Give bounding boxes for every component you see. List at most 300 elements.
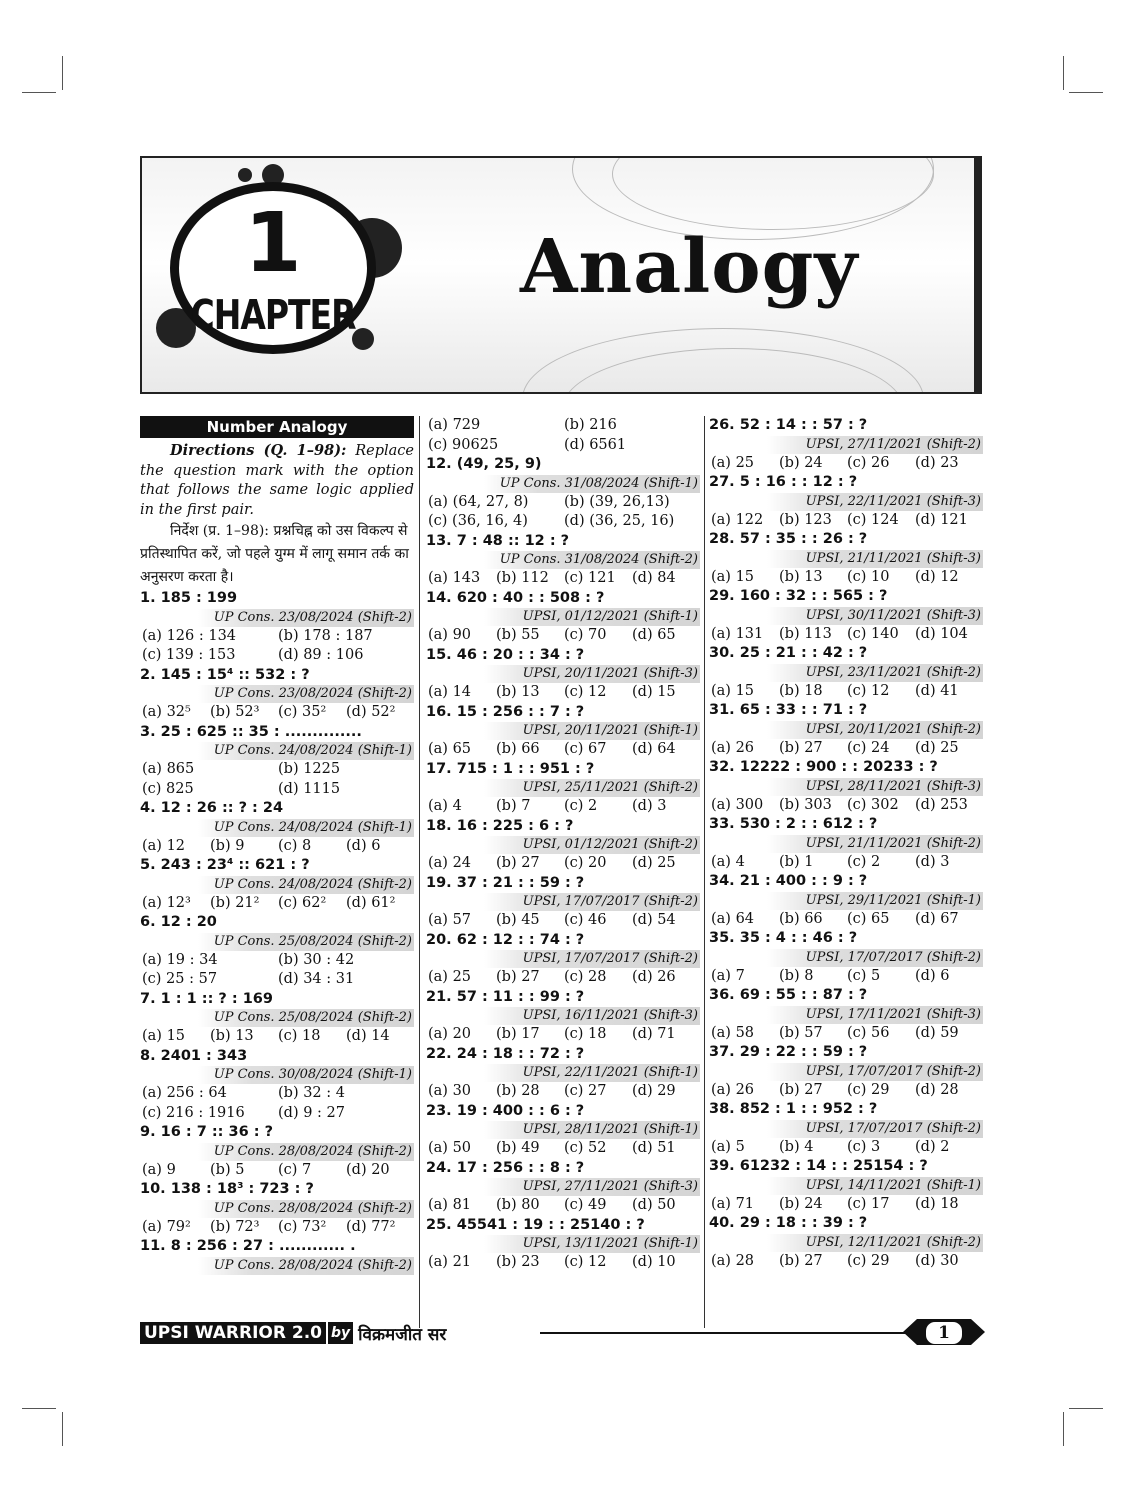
option: (c) 2 <box>564 798 598 814</box>
option-list <box>426 493 700 532</box>
option: (d) 6 <box>346 837 381 854</box>
question-item <box>709 473 983 530</box>
directions-body: Replace the question mark with the option that follows the same logic applied in the first pair. <box>140 443 414 518</box>
option: (b) 216 <box>564 417 617 433</box>
question-text: 8. 2401 : 343 <box>140 1047 248 1064</box>
question-text: 10. 138 : 18³ : 723 : ? <box>140 1181 314 1197</box>
option: (a) 12 <box>142 837 186 854</box>
option-list <box>140 951 414 990</box>
option-list <box>709 568 983 588</box>
option: (d) 71 <box>632 1026 676 1042</box>
directions-hindi: निर्देश (प्र. 1–98): प्रश्नचिह्न को उस विकल्प से प्रतिस्थापित करें, जो पहले युग्म में लागू समान तर्क का अनुसरण करता है। <box>140 523 409 585</box>
page-number-tab <box>903 1318 985 1346</box>
exam-source: UPSI, 16/11/2021 (Shift-3) <box>484 1007 700 1025</box>
option: (a) 7 <box>711 967 745 984</box>
option-list <box>426 968 700 988</box>
option: (d) 30 <box>915 1252 959 1269</box>
question-text: 23. 19 : 400 : : 6 : ? <box>426 1102 585 1119</box>
question-item <box>709 1100 983 1157</box>
option: (c) 124 <box>847 511 899 528</box>
question-item <box>709 1214 983 1271</box>
chapter-number: 1 <box>244 196 302 291</box>
option: (c) 17 <box>847 1195 890 1212</box>
question-item <box>426 760 700 817</box>
crop-mark <box>22 92 56 93</box>
option: (b) (39, 26,13) <box>564 493 670 510</box>
question-text: 26. 52 : 14 : : 57 : ? <box>709 417 868 433</box>
option: (c) 3 <box>847 1138 881 1155</box>
option: (c) 2 <box>847 853 881 870</box>
exam-source: UPSI, 21/11/2021 (Shift-2) <box>767 835 983 853</box>
option-list <box>709 967 983 987</box>
option: (d) 25 <box>632 855 676 871</box>
option: (b) 112 <box>496 570 549 586</box>
chapter-number-badge <box>170 182 376 354</box>
option: (b) 66 <box>496 741 540 757</box>
question-list <box>140 589 414 1275</box>
option: (b) 27 <box>496 855 540 871</box>
question-list <box>426 416 700 1273</box>
option-list <box>426 1082 700 1102</box>
question-item <box>709 1157 983 1214</box>
option-list <box>709 796 983 816</box>
option: (a) 57 <box>428 912 472 928</box>
exam-source: UPSI, 01/12/2021 (Shift-2) <box>484 836 700 854</box>
option: (a) 28 <box>711 1252 755 1269</box>
exam-source: UPSI, 20/11/2021 (Shift-2) <box>767 721 983 739</box>
option: (c) 27 <box>564 1083 607 1099</box>
option: (d) 25 <box>915 739 959 756</box>
question-text: 30. 25 : 21 : : 42 : ? <box>709 645 868 661</box>
option: (b) 113 <box>779 625 832 642</box>
exam-source: UPSI, 28/11/2021 (Shift-1) <box>484 1121 700 1139</box>
question-item <box>426 817 700 874</box>
exam-source: UP Cons. 23/08/2024 (Shift-2) <box>198 609 414 627</box>
option: (a) 143 <box>428 570 481 586</box>
question-item <box>140 666 414 723</box>
option: (d) 23 <box>915 454 959 471</box>
option: (a) 12³ <box>142 894 191 911</box>
exam-source: UPSI, 17/07/2017 (Shift-2) <box>767 1063 983 1081</box>
option: (d) 64 <box>632 741 676 757</box>
question-text: 36. 69 : 55 : : 87 : ? <box>709 987 868 1003</box>
exam-source: UPSI, 14/11/2021 (Shift-1) <box>767 1177 983 1195</box>
question-item <box>426 455 700 532</box>
exam-source: UPSI, 28/11/2021 (Shift-3) <box>767 778 983 796</box>
option: (b) 13 <box>210 1028 254 1044</box>
crop-mark <box>1069 1408 1103 1409</box>
question-item <box>709 872 983 929</box>
option-list <box>140 703 414 723</box>
question-text: 38. 852 : 1 : : 952 : ? <box>709 1101 878 1117</box>
option: (b) 57 <box>779 1024 823 1041</box>
option-list <box>709 910 983 930</box>
crop-mark <box>22 1408 56 1409</box>
exam-source: UP Cons. 24/08/2024 (Shift-1) <box>198 819 414 837</box>
option: (a) 15 <box>142 1028 186 1044</box>
option: (b) 4 <box>779 1138 814 1155</box>
option: (a) 79² <box>142 1218 191 1235</box>
question-item <box>426 1045 700 1102</box>
question-item <box>140 856 414 913</box>
question-item <box>426 416 700 455</box>
option: (c) 70 <box>564 627 607 643</box>
option: (d) 61² <box>346 894 396 911</box>
option-list <box>709 853 983 873</box>
option: (d) 54 <box>632 912 676 928</box>
question-text: 29. 160 : 32 : : 565 : ? <box>709 588 888 604</box>
chapter-badge <box>142 158 412 394</box>
option: (a) 5 <box>711 1138 745 1155</box>
exam-source: UPSI, 01/12/2021 (Shift-1) <box>484 608 700 626</box>
option: (c) 12 <box>564 1254 607 1270</box>
directions-lead: Directions (Q. 1–98): <box>170 442 347 459</box>
option: (c) 26 <box>847 454 890 471</box>
question-text: 35. 35 : 4 : : 46 : ? <box>709 930 858 946</box>
exam-source: UPSI, 27/11/2021 (Shift-2) <box>767 436 983 454</box>
question-text: 16. 15 : 256 : : 7 : ? <box>426 703 585 720</box>
option: (b) 9 <box>210 837 245 854</box>
option: (c) 73² <box>278 1218 327 1235</box>
exam-source: UPSI, 20/11/2021 (Shift-3) <box>484 665 700 683</box>
option: (b) 27 <box>779 1081 823 1098</box>
option: (d) 104 <box>915 625 968 642</box>
option-list <box>140 894 414 914</box>
question-item <box>709 1043 983 1100</box>
option: (c) 10 <box>847 568 890 585</box>
exam-source: UP Cons. 25/08/2024 (Shift-2) <box>198 933 414 951</box>
exam-source: UPSI, 12/11/2021 (Shift-2) <box>767 1234 983 1252</box>
option: (d) 89 : 106 <box>278 647 364 663</box>
option: (d) 77² <box>346 1218 396 1235</box>
option-list <box>709 454 983 474</box>
option: (c) 18 <box>564 1026 607 1042</box>
chapter-banner <box>140 156 982 394</box>
option: (c) 216 : 1916 <box>142 1104 245 1121</box>
exam-source: UPSI, 30/11/2021 (Shift-3) <box>767 607 983 625</box>
crop-mark <box>62 56 63 90</box>
option: (a) 9 <box>142 1161 176 1178</box>
question-item <box>140 913 414 990</box>
option: (c) 24 <box>847 739 890 756</box>
option: (b) 18 <box>779 682 823 699</box>
option: (d) 41 <box>915 682 959 699</box>
option: (a) 131 <box>711 625 764 642</box>
option: (a) 81 <box>428 1197 472 1213</box>
question-item <box>426 874 700 931</box>
option: (c) 52 <box>564 1140 607 1156</box>
chapter-title: Analogy <box>520 224 859 310</box>
option: (b) 55 <box>496 627 540 643</box>
option: (a) 30 <box>428 1083 472 1099</box>
exam-source: UP Cons. 24/08/2024 (Shift-2) <box>198 876 414 894</box>
option: (d) 20 <box>346 1161 390 1178</box>
option-list <box>140 1027 414 1047</box>
option: (b) 23 <box>496 1254 540 1270</box>
question-text: 2. 145 : 15⁴ :: 532 : ? <box>140 666 310 683</box>
option: (a) 21 <box>428 1254 472 1270</box>
question-item <box>140 990 414 1047</box>
option: (a) 20 <box>428 1026 472 1042</box>
exam-source: UPSI, 20/11/2021 (Shift-1) <box>484 722 700 740</box>
option: (c) 8 <box>278 837 312 854</box>
footer-brand <box>140 1322 446 1344</box>
option: (b) 8 <box>779 967 814 984</box>
chapter-label: CHAPTER <box>190 290 356 339</box>
question-text: 22. 24 : 18 : : 72 : ? <box>426 1045 585 1062</box>
option-list <box>709 1081 983 1101</box>
exam-source: UPSI, 29/11/2021 (Shift-1) <box>767 892 983 910</box>
option: (b) 49 <box>496 1140 540 1156</box>
option: (b) 28 <box>496 1083 540 1099</box>
option: (a) 65 <box>428 741 472 757</box>
question-item <box>426 931 700 988</box>
option: (a) 71 <box>711 1195 755 1212</box>
question-list <box>709 416 983 1271</box>
option: (a) 122 <box>711 511 764 528</box>
exam-source: UPSI, 17/07/2017 (Shift-2) <box>484 950 700 968</box>
exam-source: UPSI, 27/11/2021 (Shift-3) <box>484 1178 700 1196</box>
question-item <box>140 799 414 856</box>
option: (d) 51 <box>632 1140 676 1156</box>
exam-source: UP Cons. 28/08/2024 (Shift-2) <box>198 1143 414 1161</box>
brand-name: UPSI WARRIOR 2.0 <box>140 1322 326 1344</box>
question-text: 37. 29 : 22 : : 59 : ? <box>709 1044 868 1060</box>
option: (c) 29 <box>847 1081 890 1098</box>
directions-text <box>140 441 414 520</box>
exam-source: UP Cons. 23/08/2024 (Shift-2) <box>198 685 414 703</box>
question-text: 27. 5 : 16 : : 12 : ? <box>709 474 858 490</box>
question-text: 18. 16 : 225 : 6 : ? <box>426 817 574 834</box>
option: (a) 25 <box>428 969 472 985</box>
option: (d) 84 <box>632 570 676 586</box>
option: (b) 303 <box>779 796 832 813</box>
page-number: 1 <box>925 1321 963 1345</box>
option: (d) 29 <box>632 1083 676 1099</box>
option: (c) 121 <box>564 570 616 586</box>
option: (b) 123 <box>779 511 832 528</box>
question-text: 19. 37 : 21 : : 59 : ? <box>426 874 585 891</box>
author-name: विक्रमजीत सर <box>358 1324 447 1345</box>
option: (a) 64 <box>711 910 755 927</box>
question-text: 9. 16 : 7 :: 36 : ? <box>140 1124 273 1140</box>
option: (b) 5 <box>210 1161 245 1178</box>
exam-source: UP Cons. 31/08/2024 (Shift-1) <box>484 475 700 493</box>
question-text: 20. 62 : 12 : : 74 : ? <box>426 931 585 948</box>
question-item <box>709 587 983 644</box>
question-item <box>426 589 700 646</box>
option: (b) 24 <box>779 1195 823 1212</box>
crop-mark <box>1063 1412 1064 1446</box>
option: (d) 6 <box>915 967 950 984</box>
option: (c) 62² <box>278 894 327 911</box>
question-item <box>426 1102 700 1159</box>
column-1 <box>140 416 414 1275</box>
option: (a) 4 <box>711 853 745 870</box>
question-text: 17. 715 : 1 : : 951 : ? <box>426 760 595 777</box>
option: (c) 49 <box>564 1197 607 1213</box>
option: (c) 46 <box>564 912 607 928</box>
option: (b) 27 <box>779 739 823 756</box>
exam-source: UPSI, 22/11/2021 (Shift-1) <box>484 1064 700 1082</box>
question-text: 6. 12 : 20 <box>140 914 217 930</box>
exam-source: UPSI, 13/11/2021 (Shift-1) <box>484 1235 700 1253</box>
question-item <box>140 1180 414 1237</box>
section-title: Number Analogy <box>140 416 414 438</box>
column-3 <box>709 416 983 1271</box>
option: (d) 12 <box>915 568 959 585</box>
question-text: 7. 1 : 1 :: ? : 169 <box>140 990 273 1007</box>
crop-mark <box>1069 92 1103 93</box>
option: (a) 26 <box>711 739 755 756</box>
option-list <box>426 1025 700 1045</box>
option-list <box>426 569 700 589</box>
question-item <box>709 644 983 701</box>
column-divider <box>419 416 420 1328</box>
brand-by: by <box>328 1322 353 1344</box>
option: (c) 18 <box>278 1028 321 1044</box>
option: (b) 1 <box>779 853 814 870</box>
exam-source: UPSI, 17/07/2017 (Shift-2) <box>484 893 700 911</box>
exam-source: UP Cons. 28/08/2024 (Shift-2) <box>198 1257 414 1275</box>
option: (c) 65 <box>847 910 890 927</box>
footer-rule <box>540 1332 910 1334</box>
option: (a) 90 <box>428 627 472 643</box>
question-item <box>426 703 700 760</box>
option: (a) 256 : 64 <box>142 1085 227 1101</box>
exam-source: UPSI, 17/07/2017 (Shift-2) <box>767 949 983 967</box>
exam-source: UP Cons. 31/08/2024 (Shift-2) <box>484 551 700 569</box>
option-list <box>426 854 700 874</box>
option: (d) 67 <box>915 910 959 927</box>
question-text: 31. 65 : 33 : : 71 : ? <box>709 702 868 718</box>
option: (a) 24 <box>428 855 472 871</box>
option: (d) 34 : 31 <box>278 971 355 987</box>
question-text: 32. 12222 : 900 : : 20233 : ? <box>709 759 938 775</box>
option: (a) (64, 27, 8) <box>428 493 529 510</box>
option: (c) (36, 16, 4) <box>428 513 528 529</box>
question-item <box>140 723 414 800</box>
option-list <box>426 911 700 931</box>
option: (b) 17 <box>496 1026 540 1042</box>
question-text: 13. 7 : 48 :: 12 : ? <box>426 532 570 549</box>
question-text: 5. 243 : 23⁴ :: 621 : ? <box>140 857 310 873</box>
option: (b) 13 <box>496 684 540 700</box>
question-text: 15. 46 : 20 : : 34 : ? <box>426 646 585 663</box>
question-item <box>709 701 983 758</box>
option-list <box>426 740 700 760</box>
question-text: 28. 57 : 35 : : 26 : ? <box>709 531 868 547</box>
exam-source: UPSI, 17/11/2021 (Shift-3) <box>767 1006 983 1024</box>
option: (d) 26 <box>632 969 676 985</box>
question-text: 21. 57 : 11 : : 99 : ? <box>426 988 585 1005</box>
option-list <box>426 1253 700 1273</box>
option-list <box>140 627 414 666</box>
question-item <box>709 416 983 473</box>
option: (b) 32 : 4 <box>278 1085 345 1101</box>
question-item <box>426 988 700 1045</box>
option: (b) 45 <box>496 912 540 928</box>
exam-source: UPSI, 22/11/2021 (Shift-3) <box>767 493 983 511</box>
option: (c) 35² <box>278 704 327 720</box>
option: (a) 300 <box>711 796 764 813</box>
question-item <box>709 986 983 1043</box>
option: (b) 52³ <box>210 704 260 720</box>
question-item <box>140 1237 414 1275</box>
option: (c) 7 <box>278 1161 312 1178</box>
option: (b) 27 <box>496 969 540 985</box>
option: (c) 20 <box>564 855 607 871</box>
option-list <box>426 626 700 646</box>
option: (a) 15 <box>711 568 755 585</box>
option-list <box>140 1084 414 1123</box>
option: (c) 12 <box>564 684 607 700</box>
option: (c) 28 <box>564 969 607 985</box>
exam-source: UPSI, 25/11/2021 (Shift-2) <box>484 779 700 797</box>
splash-blob <box>238 168 252 182</box>
option-list <box>709 1024 983 1044</box>
option-list <box>709 682 983 702</box>
option: (d) 14 <box>346 1028 390 1044</box>
question-item <box>140 589 414 666</box>
option: (c) 67 <box>564 741 607 757</box>
option: (c) 56 <box>847 1024 890 1041</box>
option: (b) 72³ <box>210 1218 260 1235</box>
option-list <box>709 1195 983 1215</box>
option: (b) 24 <box>779 454 823 471</box>
option: (d) 18 <box>915 1195 959 1212</box>
option: (c) 139 : 153 <box>142 647 236 663</box>
question-text: 3. 25 : 625 :: 35 : .............. <box>140 723 362 740</box>
banner-edge <box>974 158 980 392</box>
option: (c) 302 <box>847 796 899 813</box>
question-text: 25. 45541 : 19 : : 25140 : ? <box>426 1216 645 1233</box>
option: (d) 65 <box>632 627 676 643</box>
option: (d) 3 <box>632 798 667 814</box>
question-item <box>426 1216 700 1273</box>
question-text: 11. 8 : 256 : 27 : ............ . <box>140 1238 356 1254</box>
question-text: 24. 17 : 256 : : 8 : ? <box>426 1159 585 1176</box>
question-text: 39. 61232 : 14 : : 25154 : ? <box>709 1158 928 1174</box>
option-list <box>709 1252 983 1272</box>
option: (d) 28 <box>915 1081 959 1098</box>
exam-source: UPSI, 21/11/2021 (Shift-3) <box>767 550 983 568</box>
crop-mark <box>62 1412 63 1446</box>
option: (d) 3 <box>915 853 950 870</box>
option: (b) 30 : 42 <box>278 951 355 968</box>
question-item <box>709 929 983 986</box>
option: (d) 15 <box>632 684 676 700</box>
option: (c) 140 <box>847 625 899 642</box>
question-text: 33. 530 : 2 : : 612 : ? <box>709 816 878 832</box>
option: (c) 825 <box>142 780 194 797</box>
question-text: 14. 620 : 40 : : 508 : ? <box>426 589 605 606</box>
option: (d) 253 <box>915 796 968 813</box>
option: (c) 12 <box>847 682 890 699</box>
option: (a) 4 <box>428 798 462 814</box>
option: (d) 50 <box>632 1197 676 1213</box>
option: (a) 865 <box>142 761 195 777</box>
option: (d) 1115 <box>278 780 341 797</box>
option: (c) 5 <box>847 967 881 984</box>
question-text: 12. (49, 25, 9) <box>426 456 542 472</box>
option: (a) 58 <box>711 1024 755 1041</box>
option: (d) (36, 25, 16) <box>564 513 675 529</box>
option: (b) 178 : 187 <box>278 627 373 644</box>
option: (b) 80 <box>496 1197 540 1213</box>
option: (a) 26 <box>711 1081 755 1098</box>
exam-source: UPSI, 17/07/2017 (Shift-2) <box>767 1120 983 1138</box>
